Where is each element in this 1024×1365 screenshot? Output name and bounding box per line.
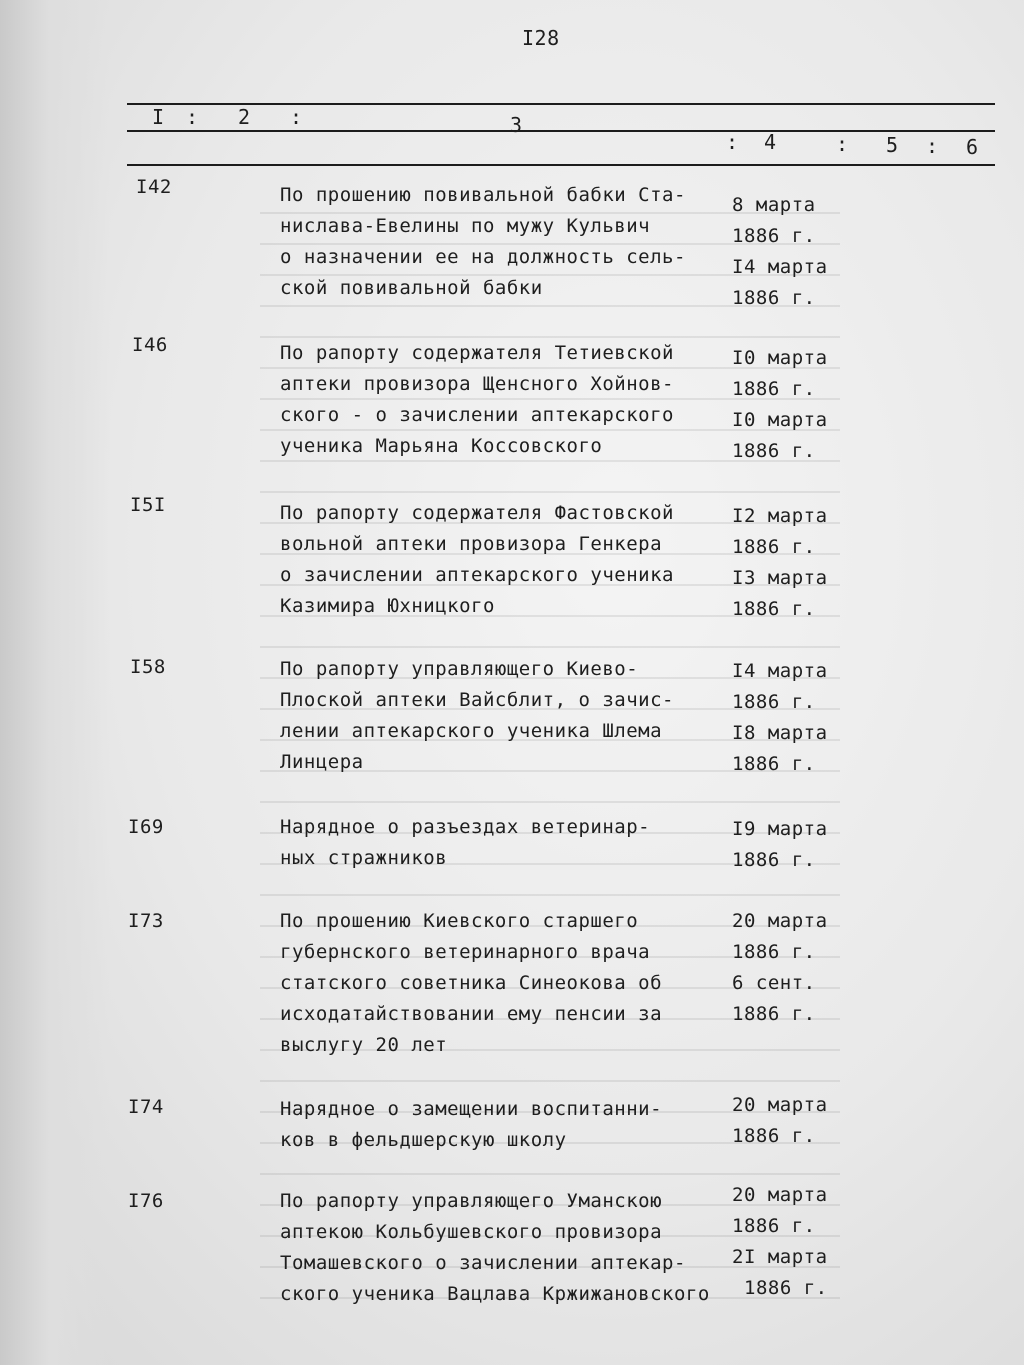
entry-description-line: Плоской аптеки Вайсблит, о зачис- [280, 689, 674, 711]
entry-description-line: ных стражников [280, 847, 448, 869]
page-number: I28 [522, 26, 560, 50]
entry-number: I74 [128, 1096, 164, 1118]
entry-date: 1886 г. [732, 378, 816, 400]
entry-description-line: вольной аптеки провизора Генкера [280, 533, 663, 555]
entry-number: I76 [128, 1190, 164, 1212]
entry-description-line: По прошению повивальной бабки Ста- [280, 184, 686, 206]
entry-description-line: Казимира Юхницкого [280, 595, 495, 617]
entry-date: I8 марта [732, 722, 828, 744]
entry-date: 2I марта [732, 1246, 828, 1268]
column-separator: : [290, 105, 303, 129]
entry-description-line: По рапорту содержателя Тетиевской [280, 342, 674, 364]
entry-date: 1886 г. [732, 941, 816, 963]
entry-description-line: аптеки провизора Щенсного Хойнов- [280, 373, 674, 395]
entry-description-line: исходатайствовании ему пенсии за [280, 1003, 663, 1025]
column-header-1: I [152, 105, 165, 129]
entry-description-line: аптекою Кольбушевского провизора [280, 1221, 663, 1243]
entry-description-line: губернского ветеринарного врача [280, 941, 651, 963]
entry-description-line: По прошению Киевского старшего [280, 910, 639, 932]
column-separator: : [926, 134, 939, 158]
column-header-5: 5 [886, 133, 899, 157]
header-bottom-rule [127, 164, 995, 166]
column-header-6: 6 [966, 135, 979, 159]
entry-number: I46 [132, 334, 168, 356]
entry-date: 1886 г. [732, 1125, 816, 1147]
column-header-2: 2 [238, 105, 251, 129]
column-separator: : [836, 132, 849, 156]
entry-description-line: статского советника Синеокова об [280, 972, 663, 994]
column-separator: : [186, 105, 199, 129]
entry-number: I69 [128, 816, 164, 838]
entry-number: I5I [130, 494, 166, 516]
entry-date: 1886 г. [732, 849, 816, 871]
entry-description-line: нислава-Евелины по мужу Кульвич [280, 215, 651, 237]
entry-description-line: выслугу 20 лет [280, 1034, 448, 1056]
entry-date: 1886 г. [744, 1277, 828, 1299]
entry-date: 6 сент. [732, 972, 816, 994]
entry-date: I0 марта [732, 409, 828, 431]
entry-date: 20 марта [732, 1094, 828, 1116]
entry-date: 1886 г. [732, 598, 816, 620]
entry-date: 20 марта [732, 1184, 828, 1206]
entry-description-line: По рапорту управляющего Уманскою [280, 1190, 663, 1212]
header-middle-rule [127, 130, 995, 132]
header-top-rule [127, 103, 995, 105]
entry-number: I42 [136, 176, 172, 198]
entry-date: 8 марта [732, 194, 816, 216]
column-header-3: 3 [510, 113, 523, 137]
entry-description-line: о зачислении аптекарского ученика [280, 564, 674, 586]
entry-description-line: ской повивальной бабки [280, 277, 543, 299]
entry-description-line: лении аптекарского ученика Шлема [280, 720, 663, 742]
entry-number: I73 [128, 910, 164, 932]
entry-description-line: По рапорту содержателя Фастовской [280, 502, 674, 524]
entry-description-line: ского - о зачислении аптекарского [280, 404, 674, 426]
entry-date: I4 марта [732, 660, 828, 682]
entry-description-line: Томашевского о зачислении аптекар- [280, 1252, 686, 1274]
entry-date: I3 марта [732, 567, 828, 589]
entry-date: 1886 г. [732, 440, 816, 462]
entry-date: I0 марта [732, 347, 828, 369]
entry-description-line: о назначении ее на должность сель- [280, 246, 686, 268]
entry-date: 1886 г. [732, 1003, 816, 1025]
entry-date: 1886 г. [732, 691, 816, 713]
entry-description-line: Нарядное о разъездах ветеринар- [280, 816, 651, 838]
entry-date: 1886 г. [732, 536, 816, 558]
entry-date: I9 марта [732, 818, 828, 840]
entry-date: 1886 г. [732, 225, 816, 247]
entry-date: 1886 г. [732, 287, 816, 309]
entry-description-line: ков в фельдшерскую школу [280, 1129, 567, 1151]
page-curl-shadow [0, 0, 110, 1365]
entry-date: 1886 г. [732, 753, 816, 775]
entry-number: I58 [130, 656, 166, 678]
entry-description-line: Линцера [280, 751, 364, 773]
entry-date: I2 марта [732, 505, 828, 527]
entry-date: 1886 г. [732, 1215, 816, 1237]
entry-date: 20 марта [732, 910, 828, 932]
entry-date: I4 марта [732, 256, 828, 278]
entry-description-line: ученика Марьяна Коссовского [280, 435, 603, 457]
entry-description-line: Нарядное о замещении воспитанни- [280, 1098, 663, 1120]
entry-description-line: ского ученика Вацлава Кржижановского [280, 1283, 710, 1305]
entry-description-line: По рапорту управляющего Киево- [280, 658, 639, 680]
column-separator: : [726, 130, 739, 154]
column-header-4: 4 [764, 130, 777, 154]
